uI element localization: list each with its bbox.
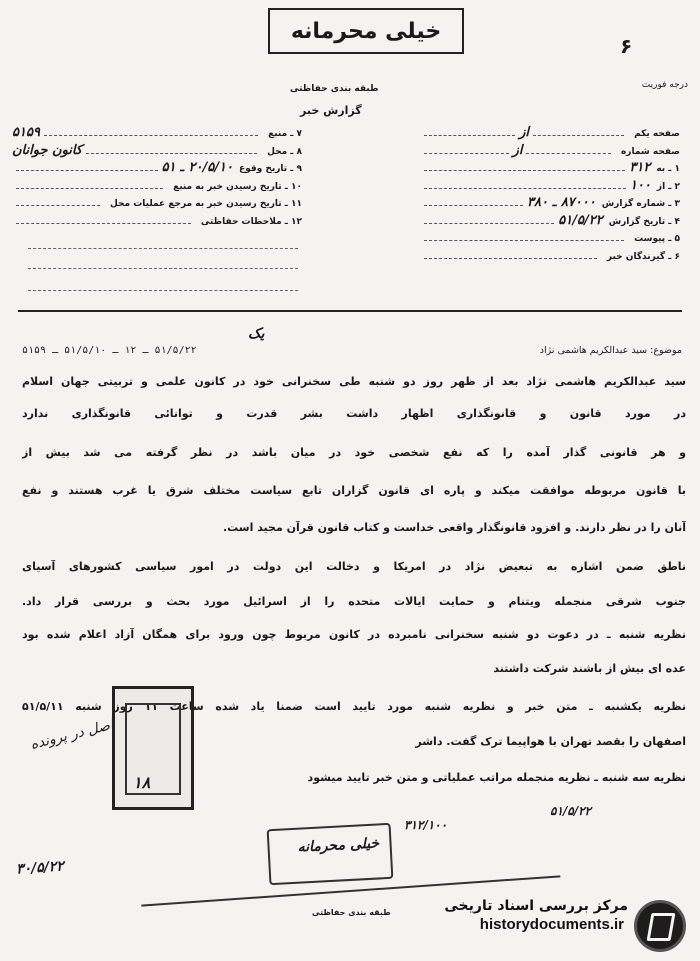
watermark-url: historydocuments.ir xyxy=(479,916,624,933)
classification-label: طبقه بندی حفاظتی xyxy=(290,84,379,94)
field-row: ۹ ـ تاریخ وقوع ۲۰/۵/۱۰ ـ ۵۱ xyxy=(12,159,302,177)
body-line: اصفهان را بقصد تهران با هواپیما ترک گفت. داشر xyxy=(415,735,686,748)
registration-number: ۱۸ xyxy=(133,773,151,792)
bottom-classification: طبقه بندی حفاظتی xyxy=(312,908,391,917)
body-line: نظریه یکشنبه ـ متن خبر و نظریه شنبه مورد تایید است ضمنا یاد شده ساعت ۱۱ روز شنبه ۵۱/۵/۱۱ xyxy=(22,700,686,713)
field-row: ۵ ـ پیوست xyxy=(420,229,680,247)
field-row: ۳ ـ شماره گزارش ۸۷۰۰۰ ـ ۳۸۰ xyxy=(420,194,680,212)
subject-line: موضوع: سید عبدالکریم هاشمی نژاد ۵۱/۵/۲۲ ـ ۱۲ ـ ۵۱/۵/۱۰ ـ ۵۱۵۹ xyxy=(22,345,682,356)
handwritten-margin-note: اصل در پرونده xyxy=(28,716,116,753)
bottom-reference: ۳۱۲/۱۰۰ xyxy=(404,818,448,832)
report-title: گزارش خبر xyxy=(300,104,362,117)
field-row: ۱۱ ـ تاریخ رسیدن خبر به مرجع عملیات محل xyxy=(12,194,302,212)
initial-mark: یک xyxy=(248,326,265,342)
priority-label: درجه فوریت xyxy=(641,80,688,90)
body-line: و هر قانونی گذار آمده را که نفع شخصی خود در میان باشد در نظر گرفته می شد بیش از xyxy=(22,446,686,459)
registration-stamp xyxy=(112,686,194,810)
field-row: ۷ ـ منبع ۵۱۵۹ xyxy=(12,125,302,140)
bottom-date: ۵۱/۵/۲۲ xyxy=(550,804,591,818)
top-secret-stamp: خیلی محرمانه xyxy=(268,8,464,54)
body-line: آنان را در نظر دارند. و افزود قانونگذار واقعی خداست و کتاب قانون قرآن مجید است. xyxy=(222,521,686,534)
field-row: ۱۰ ـ تاریخ رسیدن خبر به منبع xyxy=(12,177,302,195)
field-row: صفحه شماره از xyxy=(420,142,680,160)
field-row: ۶ ـ گیرندگان خبر xyxy=(420,247,680,265)
field-row: ۸ ـ محل کانون جوانان xyxy=(12,142,302,158)
field-row: ۲ ـ از ۱۰۰ xyxy=(420,177,680,195)
body-line: عده ای بیش از باشند شرکت داشتند xyxy=(493,662,686,675)
body-line: ناطق ضمن اشاره به تبعیض نژاد در امریکا و دخالت این دولت در امور سیاسی کشورهای آسیای xyxy=(22,560,686,573)
corner-mark: ۶ xyxy=(620,34,633,58)
field-row: ۴ ـ تاریخ گزارش ۵۱/۵/۲۲ xyxy=(420,212,680,230)
handwritten-bottom-note: ۳۰/۵/۲۲ xyxy=(15,858,65,878)
subject-number: ۵۱/۵/۲۲ ـ ۱۲ ـ ۵۱/۵/۱۰ ـ ۵۱۵۹ xyxy=(22,345,197,356)
blank-line xyxy=(28,290,298,291)
field-row: ۱۲ ـ ملاحظات حفاظتی xyxy=(12,212,302,230)
blank-line xyxy=(28,248,298,249)
field-row: صفحه یکم از xyxy=(420,124,680,142)
body-line: جنوب شرقی منجمله ویتنام و حمایت ایالات متحده را از اسرائیل مورد بحث و بررسی قرار داد. xyxy=(22,595,686,608)
body-line: در مورد قانون و قانونگذاری اظهار داشت بشر قدرت و توانائی قانونگذاری ندارد xyxy=(22,407,686,420)
watermark-title: مرکز بررسی اسناد تاریخی xyxy=(444,898,628,914)
fields-right-column xyxy=(420,124,680,264)
body-line: نظریه شنبه ـ در دعوت دو شنبه سخنرانی نامبرده در کانون مربوط چون ورود برای همگان آزاد اعلام شده بود xyxy=(22,628,686,641)
body-line: با قانون مربوطه موافقت میکند و پاره ای قانون گزاران تابع سیاست مختلف شرق یا غرب هستند و نفع xyxy=(22,484,686,497)
body-line: نظریه سه شنبه ـ نظریه منجمله مراتب عملیاتی و متن خبر تایید میشود xyxy=(307,771,686,784)
fields-left-column xyxy=(12,124,302,229)
section-divider xyxy=(18,310,682,312)
watermark xyxy=(444,898,686,933)
archive-logo-icon xyxy=(634,900,686,952)
secret-stamp-bottom: خیلی محرمانه xyxy=(267,823,394,885)
field-row: ۱ ـ به ۳۱۲ xyxy=(420,159,680,177)
blank-line xyxy=(28,268,298,269)
body-line: سید عبدالکریم هاشمی نژاد بعد از ظهر روز دو شنبه طی سخنرانی خود در کانون علمی و تربیتی جهان اسلام xyxy=(22,375,686,388)
